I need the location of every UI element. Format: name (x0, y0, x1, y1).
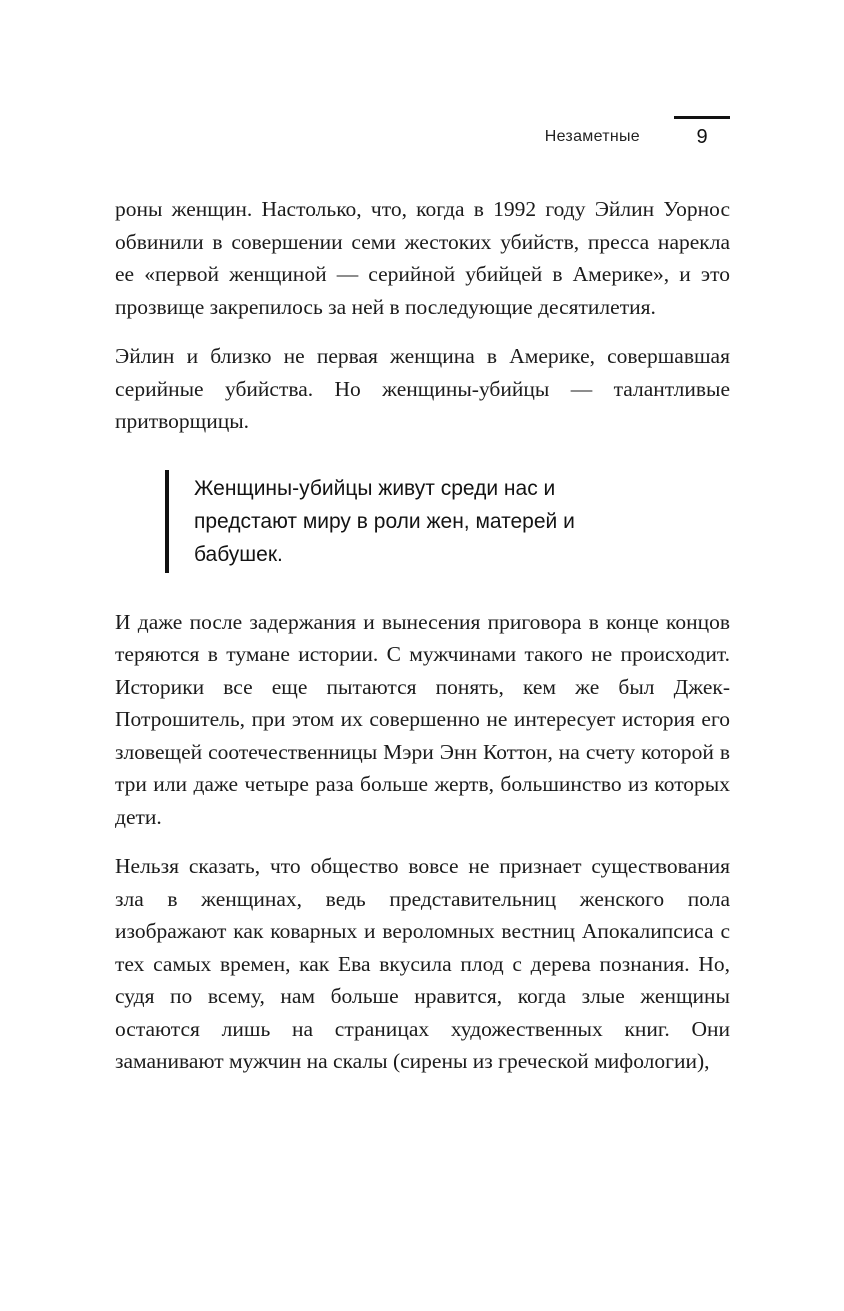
page-body (115, 193, 730, 1078)
paragraph: И даже после задержания и вынесения приговора в конце концов теряются в тумане истории. С мужчинами такого не происходит. Историки все еще пытаются понять, кем же был Джек-Потрошитель, при этом их совершенно не интересует история его зловещей соотечественницы Мэри Энн Коттон, на счету которой в три или даже четыре раза больше жертв, большинство из которых дети. (115, 609, 730, 829)
pull-quote (165, 470, 624, 573)
page-number: 9 (696, 126, 708, 148)
page-number-block (674, 116, 730, 149)
paragraph: Эйлин и близко не первая женщина в Америке, совершавшая серийные убийства. Но женщины-убийцы — талантливые притворщицы. (115, 344, 730, 433)
paragraph: Нельзя сказать, что общество вовсе не признает существования зла в женщинах, ведь представительниц женского пола изображают как коварных и вероломных вестниц Апокалипсиса с тех самых времен, как Ева вкусила плод с дерева познания. Но, судя по всему, нам больше нравится, когда злые женщины остаются лишь на страницах художественных книг. Они заманивают мужчин на скалы (сирены из греческой мифологии), (115, 854, 730, 1073)
page-header (115, 116, 730, 149)
paragraph: роны женщин. Настолько, что, когда в 1992 году Эйлин Уорнос обвинили в совершении семи жестоких убийств, пресса нарекла ее «первой женщиной — серийной убийцей в Америке», и это прозвище закрепилось за ней в последующие десятилетия. (115, 197, 730, 319)
pull-quote-text: Женщины-убийцы живут среди нас и предстают миру в роли жен, матерей и бабушек. (194, 476, 575, 566)
running-title: Незаметные (544, 128, 640, 145)
header-rule (674, 116, 730, 119)
